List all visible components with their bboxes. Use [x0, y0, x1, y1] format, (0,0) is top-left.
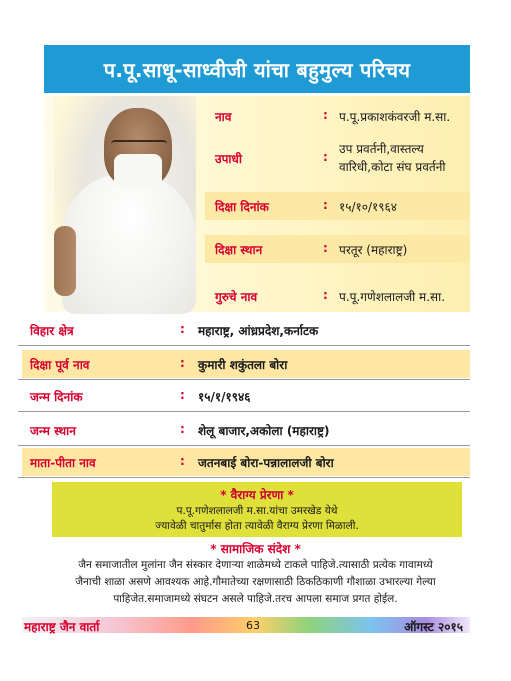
row-divider: [18, 379, 470, 380]
row-colon: :: [323, 288, 328, 302]
row-divider: [18, 445, 470, 446]
profile-row-title: [215, 138, 460, 178]
page-number: 63: [246, 619, 260, 632]
row-divider: [18, 411, 470, 412]
row-colon: :: [180, 454, 185, 468]
row-label: नाव: [215, 110, 232, 124]
portrait-mouth-cover: [114, 154, 162, 188]
row-value: उप प्रवर्तनी,वास्तल्य वारिधी,कोटा संघ प्रवर्तनी: [339, 142, 446, 174]
row-label: दिक्षा पूर्व नाव: [30, 358, 90, 372]
row-colon: :: [323, 108, 328, 122]
row-value: शेलू बाजार,अकोला (महाराष्ट्र): [198, 424, 330, 438]
row-label: गुरुचे नाव: [215, 290, 258, 304]
social-message-line: पाहिजेत.समाजामध्ये संघटन असले पाहिजे.तरच आपला समाज प्रगत होईल.: [113, 593, 398, 605]
row-label: दिक्षा स्थान: [215, 243, 263, 257]
row-label: विहार क्षेत्र: [30, 324, 74, 338]
row-label: माता-पीता नाव: [30, 456, 96, 470]
row-divider: [18, 477, 470, 478]
row-colon: :: [180, 388, 185, 402]
row-value: परतूर (महाराष्ट्र): [339, 243, 408, 257]
inspiration-heading: * वैराग्य प्रेरणा *: [220, 488, 294, 502]
magazine-name: महाराष्ट्र जैन वार्ता: [24, 620, 100, 634]
profile-row-initiation-date: [205, 192, 470, 220]
inspiration-line: प.पू.गणेशलालजी म.सा.यांचा उमरखेड येथे: [176, 505, 338, 517]
row-colon: :: [323, 198, 328, 212]
portrait-photo: [54, 96, 196, 310]
row-colon: :: [180, 322, 185, 336]
row-value: १५/१/१९४६: [198, 390, 251, 404]
portrait-glasses: [111, 140, 167, 152]
row-value: प.पू.प्रकाशकंवरजी म.सा.: [339, 110, 451, 124]
row-divider: [18, 345, 470, 346]
info-row-vihar: [22, 316, 470, 344]
portrait-robe: [62, 174, 196, 314]
row-label: उपाधी: [215, 152, 242, 166]
row-value: महाराष्ट्र, आंध्रप्रदेश,कर्नाटक: [198, 324, 319, 338]
inspiration-box: [52, 482, 462, 537]
portrait-arm: [54, 226, 76, 296]
profile-row-guru: [215, 284, 460, 308]
row-label: जन्म स्थान: [30, 424, 76, 438]
row-colon: :: [180, 422, 185, 436]
row-label: जन्म दिनांक: [30, 390, 83, 404]
row-colon: :: [180, 356, 185, 370]
inspiration-line: ज्यावेळी चातुर्मास होता त्यावेळी वैराग्य प्रेरणा मिळाली.: [155, 520, 359, 532]
info-row-birth-place: [22, 416, 470, 444]
row-label: दिक्षा दिनांक: [215, 200, 269, 214]
social-message-heading: * सामाजिक संदेश *: [210, 542, 301, 556]
issue-date: ऑगस्ट २०१५: [404, 620, 463, 634]
page-title: प.पू.साधू-साध्वीजी यांचा बहुमुल्य परिचय: [44, 45, 470, 93]
row-colon: :: [323, 241, 328, 255]
row-value: कुमारी शकुंतला बोरा: [198, 358, 288, 372]
row-colon: :: [323, 150, 328, 164]
row-value: जतनबाई बोरा-पन्नालालजी बोरा: [198, 456, 334, 470]
info-row-birth-date: [22, 382, 470, 410]
row-value: प.पू.गणेशलालजी म.सा.: [339, 290, 446, 304]
info-row-former-name: [22, 350, 470, 378]
info-row-parents: [22, 448, 470, 476]
profile-row-name: [215, 104, 460, 128]
row-value: १५/१०/१९६४: [339, 200, 398, 214]
profile-row-initiation-place: [205, 235, 470, 263]
social-message-line: जैन समाजातील मुलांना जैन संस्कार देणाऱ्या शाळेमध्ये टाकले पाहिजे.त्यासाठी प्रत्येक गावामध्ये: [78, 559, 433, 571]
social-message-line: जैनाची शाळा असणे आवश्यक आहे.गौमातेच्या रक्षणासाठी ठिकठिकाणी गौशाळा उभारल्या गेल्या: [75, 576, 436, 588]
